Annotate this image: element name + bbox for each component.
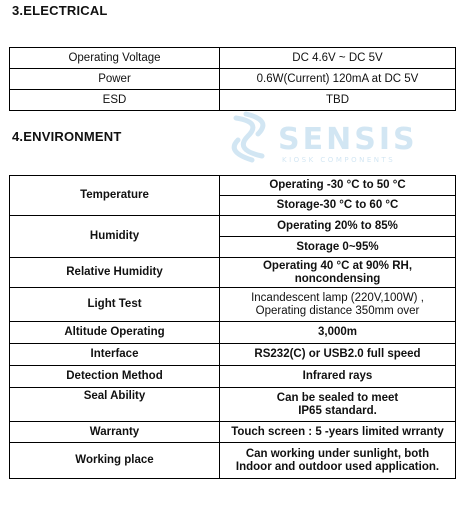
spec-value: TBD	[220, 90, 456, 111]
spec-value: Storage 0~95%	[220, 237, 456, 258]
spec-value	[220, 288, 456, 322]
table-row	[10, 69, 456, 90]
spec-value-line: Operating 40 °C at 90% RH,	[262, 259, 413, 272]
watermark-brand: SENSIS	[278, 122, 418, 157]
table-row	[10, 443, 456, 479]
spec-value	[220, 443, 456, 479]
sensis-watermark-logo	[222, 108, 432, 168]
spec-value-line: noncondensing	[294, 272, 381, 285]
spec-label: Detection Method	[10, 366, 220, 388]
spec-label: Warranty	[10, 422, 220, 443]
spec-value: RS232(C) or USB2.0 full speed	[220, 344, 456, 366]
spec-label: Seal Ability	[10, 388, 220, 422]
spec-value: Operating -30 °C to 50 °C	[220, 176, 456, 196]
table-row	[10, 422, 456, 443]
electrical-section-title: 3.ELECTRICAL	[12, 3, 108, 18]
table-row	[10, 344, 456, 366]
spec-label: Power	[10, 69, 220, 90]
spec-label: Humidity	[10, 216, 220, 258]
sensis-logo-icon	[222, 108, 278, 166]
environment-section-title: 4.ENVIRONMENT	[12, 129, 122, 144]
electrical-spec-table	[9, 47, 456, 111]
spec-value-line: Can be sealed to meet	[276, 391, 399, 404]
table-row	[10, 216, 456, 237]
spec-value-line: IP65 standard.	[298, 404, 377, 417]
spec-value: Infrared rays	[220, 366, 456, 388]
table-row	[10, 288, 456, 322]
watermark-tagline: KIOSK COMPONENTS	[282, 156, 396, 164]
table-row	[10, 322, 456, 344]
table-row	[10, 176, 456, 196]
spec-label: Light Test	[10, 288, 220, 322]
spec-value: Storage-30 °C to 60 °C	[220, 196, 456, 216]
spec-label: Operating Voltage	[10, 48, 220, 69]
spec-value-line: Indoor and outdoor used application.	[235, 460, 440, 473]
spec-label: ESD	[10, 90, 220, 111]
spec-label: Relative Humidity	[10, 258, 220, 288]
environment-spec-table	[9, 175, 456, 479]
spec-label: Temperature	[10, 176, 220, 216]
spec-value: DC 4.6V ~ DC 5V	[220, 48, 456, 69]
spec-value-line: Can working under sunlight, both	[245, 447, 430, 460]
spec-value: Touch screen : 5 -years limited wrranty	[220, 422, 456, 443]
spec-value	[220, 258, 456, 288]
spec-value	[220, 388, 456, 422]
spec-label: Altitude Operating	[10, 322, 220, 344]
spec-label: Working place	[10, 443, 220, 479]
spec-value: 3,000m	[220, 322, 456, 344]
table-row	[10, 90, 456, 111]
table-row	[10, 48, 456, 69]
spec-value: 0.6W(Current) 120mA at DC 5V	[220, 69, 456, 90]
table-row	[10, 366, 456, 388]
spec-label: Interface	[10, 344, 220, 366]
spec-value-line: Operating distance 350mm over	[255, 304, 420, 317]
table-row	[10, 258, 456, 288]
table-row	[10, 388, 456, 422]
spec-value-line: Incandescent lamp (220V,100W) ,	[251, 291, 424, 304]
spec-value: Operating 20% to 85%	[220, 216, 456, 237]
